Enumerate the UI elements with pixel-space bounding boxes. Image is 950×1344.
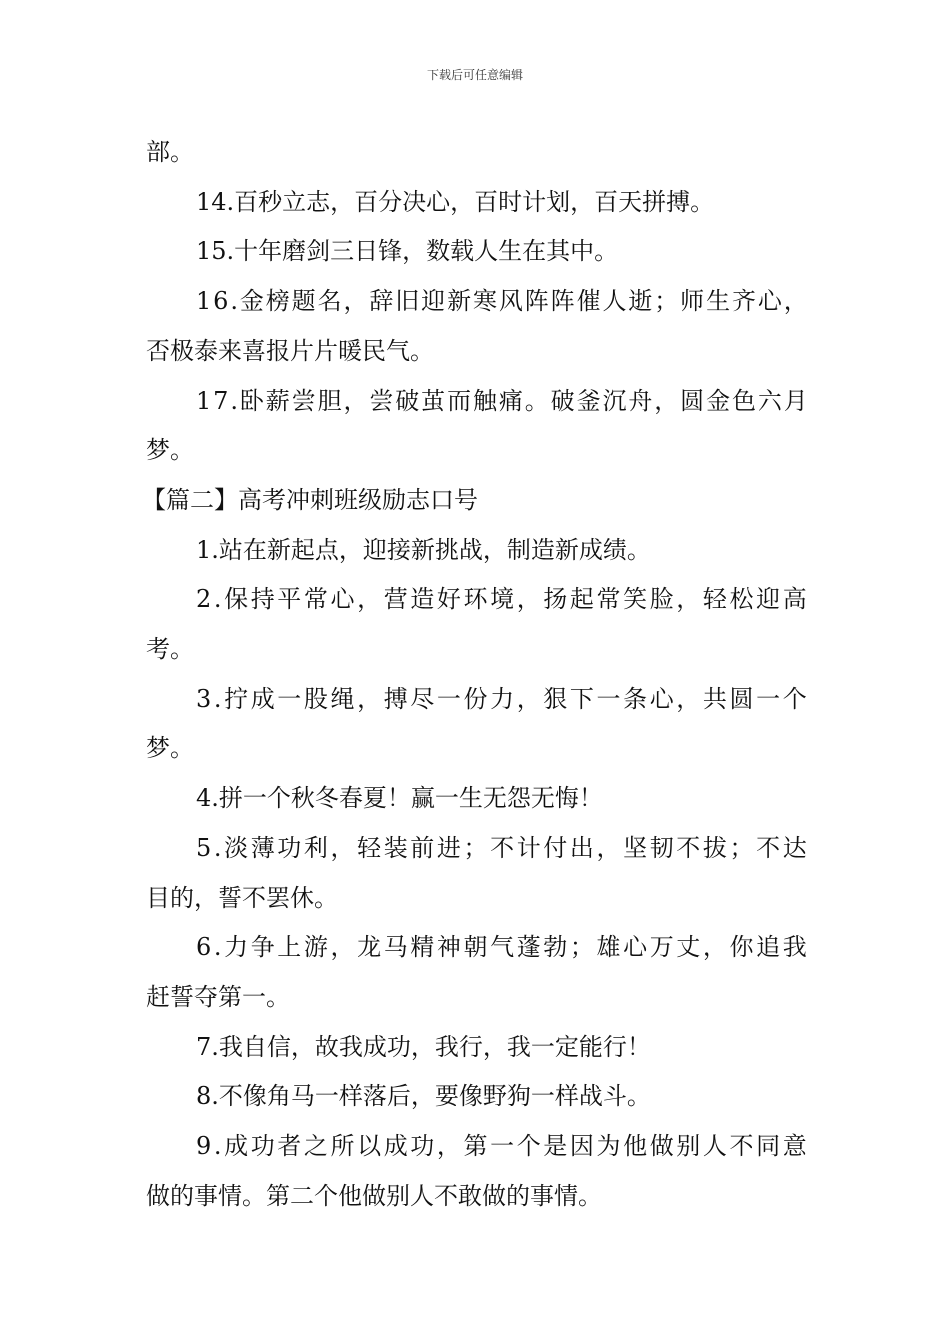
list-item-7: 7.我自信，故我成功，我行，我一定能行！ bbox=[196, 1032, 651, 1061]
list-item-5: 5.淡薄功利，轻装前进；不计付出，坚韧不拔；不达 bbox=[196, 833, 810, 862]
text-line: 部。 bbox=[146, 138, 194, 166]
page-header-note: 下载后可任意编辑 bbox=[426, 68, 523, 82]
list-item-1: 1.站在新起点，迎接新挑战，制造新成绩。 bbox=[196, 535, 651, 564]
document-body bbox=[142, 128, 810, 1221]
list-item-14: 14.百秒立志，百分决心，百时计划，百天拼搏。 bbox=[196, 187, 715, 216]
text-line: 目的，誓不罢休。 bbox=[146, 883, 338, 912]
list-item-6: 6.力争上游，龙马精神朝气蓬勃；雄心万丈，你追我 bbox=[196, 933, 810, 962]
list-item-4: 4.拼一个秋冬春夏！赢一生无怨无悔！ bbox=[196, 784, 603, 813]
list-item-16: 16.金榜题名，辞旧迎新寒风阵阵催人逝；师生齐心， bbox=[196, 287, 810, 316]
text-line: 赶誓夺第一。 bbox=[146, 982, 290, 1011]
text-line: 梦。 bbox=[146, 734, 194, 763]
text-line: 梦。 bbox=[146, 436, 194, 465]
list-item-8: 8.不像角马一样落后，要像野狗一样战斗。 bbox=[196, 1082, 651, 1111]
list-item-9: 9.成功者之所以成功，第一个是因为他做别人不同意 bbox=[196, 1132, 810, 1161]
list-item-3: 3.拧成一股绳，搏尽一份力，狠下一条心，共圆一个 bbox=[196, 684, 810, 713]
text-line: 考。 bbox=[146, 635, 194, 664]
text-line: 否极泰来喜报片片暖民气。 bbox=[146, 336, 434, 365]
list-item-17: 17.卧薪尝胆，尝破茧而触痛。破釜沉舟，圆金色六月 bbox=[196, 386, 810, 415]
list-item-15: 15.十年磨剑三日锋，数载人生在其中。 bbox=[196, 237, 619, 266]
text-line: 做的事情。第二个他做别人不敢做的事情。 bbox=[146, 1181, 602, 1210]
list-item-2: 2.保持平常心，营造好环境，扬起常笑脸，轻松迎高 bbox=[196, 585, 810, 614]
section-title: 【篇二】高考冲刺班级励志口号 bbox=[142, 485, 478, 514]
